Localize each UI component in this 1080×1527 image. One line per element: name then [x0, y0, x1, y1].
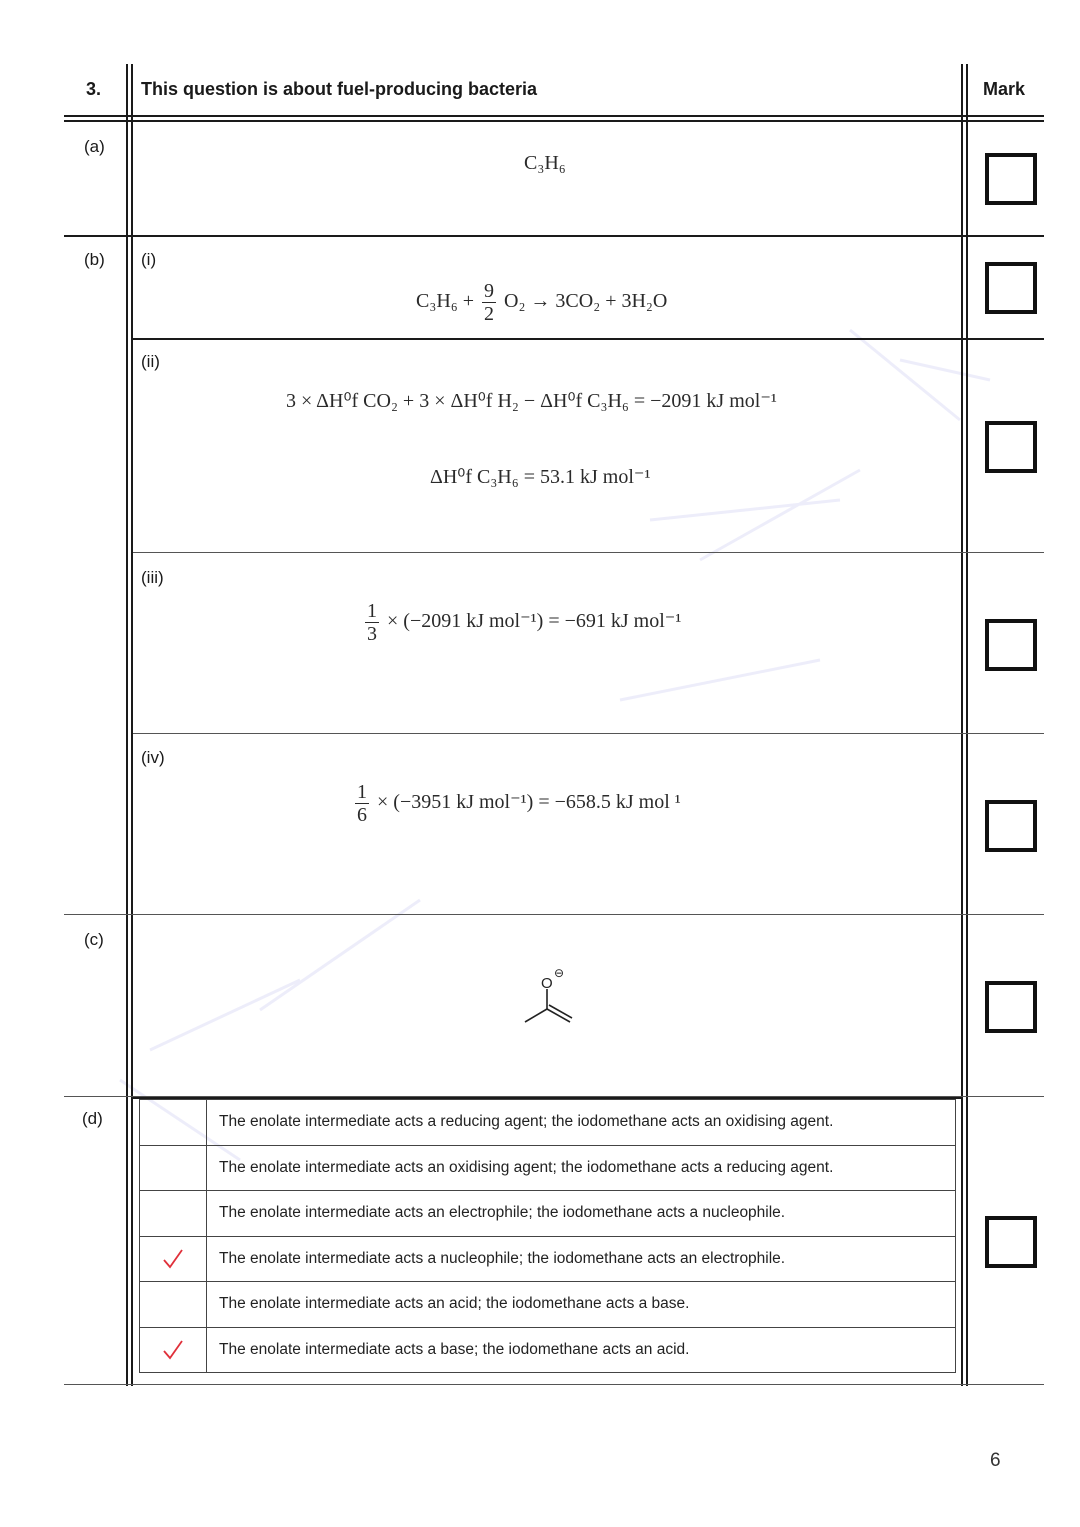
option-text-6: The enolate intermediate acts a base; the iodomethane acts an acid.: [219, 1341, 690, 1358]
part-b-iv-frac-num: 1: [357, 781, 367, 803]
part-b-ii-line2: ΔH⁰f C₃H₆ = 53.1 kJ mol⁻¹: [430, 466, 651, 488]
mark-column-header: Mark: [983, 79, 1026, 99]
header-divider-2: [64, 120, 1044, 122]
part-b-ii-label: (ii): [141, 352, 160, 371]
part-b-i-rhs: O₂ → 3CO₂ + 3H₂O: [504, 290, 668, 313]
part-b-i-label: (i): [141, 250, 157, 269]
row-divider-biii: [133, 733, 1044, 734]
options-table-bottom: [139, 1372, 956, 1373]
option-text-1: The enolate intermediate acts a reducing agent; the iodomethane acts an oxidising agent.: [219, 1113, 834, 1130]
mark-box-b-iv[interactable]: [985, 800, 1037, 852]
option-text-3: The enolate intermediate acts an electrophile; the iodomethane acts a nucleophile.: [219, 1204, 786, 1221]
part-b-iv-label: (iv): [141, 748, 165, 767]
enolate-structure-drawing: [518, 962, 588, 1032]
options-table-top: [139, 1099, 956, 1100]
part-b-iv-rest: × (−3951 kJ mol⁻¹) = −658.5 kJ mol ¹: [377, 791, 681, 814]
options-row-divider-5: [139, 1327, 956, 1328]
part-b-iii-equation: [362, 600, 681, 645]
options-row-divider-4: [139, 1281, 956, 1282]
part-b-i-frac-num: 9: [484, 280, 495, 302]
col-divider-right-a: [961, 64, 963, 1386]
part-b-iv-frac-den: 6: [357, 804, 367, 826]
question-number: 3.: [86, 79, 102, 99]
row-divider-bi: [133, 338, 1044, 340]
enolate-oxygen-label: O: [541, 975, 553, 992]
option-text-2: The enolate intermediate acts an oxidising agent; the iodomethane acts a reducing agent.: [219, 1159, 834, 1176]
col-divider-left-b: [131, 64, 133, 1386]
table-bottom: [64, 1384, 1044, 1385]
part-a-answer: C₃H₆: [524, 152, 566, 174]
part-d-label: (d): [82, 1109, 103, 1128]
tick-icon: [162, 1248, 184, 1270]
mark-box-d[interactable]: [985, 1216, 1037, 1268]
options-row-divider-1: [139, 1145, 956, 1146]
part-b-iii-frac-den: 3: [367, 623, 377, 645]
mark-box-b-ii[interactable]: [985, 421, 1037, 473]
part-b-iv-fraction: [355, 781, 369, 826]
part-b-iii-rest: × (−2091 kJ mol⁻¹) = −691 kJ mol⁻¹: [387, 610, 682, 633]
enolate-charge-symbol: ⊖: [554, 966, 565, 980]
row-divider-bii: [133, 552, 1044, 553]
mark-box-b-iii[interactable]: [985, 619, 1037, 671]
page-number: 6: [990, 1450, 1001, 1471]
option-text-4: The enolate intermediate acts a nucleophile; the iodomethane acts an electrophile.: [219, 1250, 786, 1267]
row-divider-b: [64, 914, 1044, 915]
part-b-iv-equation: [352, 781, 681, 826]
part-a-label: (a): [84, 137, 105, 156]
part-b-label: (b): [84, 250, 105, 269]
part-c-label: (c): [84, 930, 104, 949]
part-b-ii-line1: 3 × ΔH⁰f CO₂ + 3 × ΔH⁰f H₂ − ΔH⁰f C₃H₆ = −2091 kJ mol⁻¹: [286, 390, 777, 412]
tick-icon: [162, 1339, 184, 1361]
options-row-divider-2: [139, 1190, 956, 1191]
col-divider-left-a: [126, 64, 128, 1386]
part-b-i-frac-den: 2: [484, 303, 495, 325]
part-b-iii-fraction: [365, 600, 379, 645]
question-title: This question is about fuel-producing bacteria: [141, 79, 538, 99]
part-b-iii-frac-num: 1: [367, 600, 377, 622]
options-row-divider-3: [139, 1236, 956, 1237]
col-divider-right-b: [966, 64, 968, 1386]
part-b-i-fraction: [482, 280, 496, 325]
mark-box-c[interactable]: [985, 981, 1037, 1033]
mark-box-b-i[interactable]: [985, 262, 1037, 314]
part-b-iii-label: (iii): [141, 568, 164, 587]
option-text-5: The enolate intermediate acts an acid; the iodomethane acts a base.: [219, 1295, 690, 1312]
row-divider-a: [64, 235, 1044, 237]
mark-box-a[interactable]: [985, 153, 1037, 205]
part-b-i-equation: [416, 280, 667, 325]
part-b-i-lhs: C₃H₆ +: [416, 290, 475, 313]
header-divider: [64, 115, 1044, 117]
